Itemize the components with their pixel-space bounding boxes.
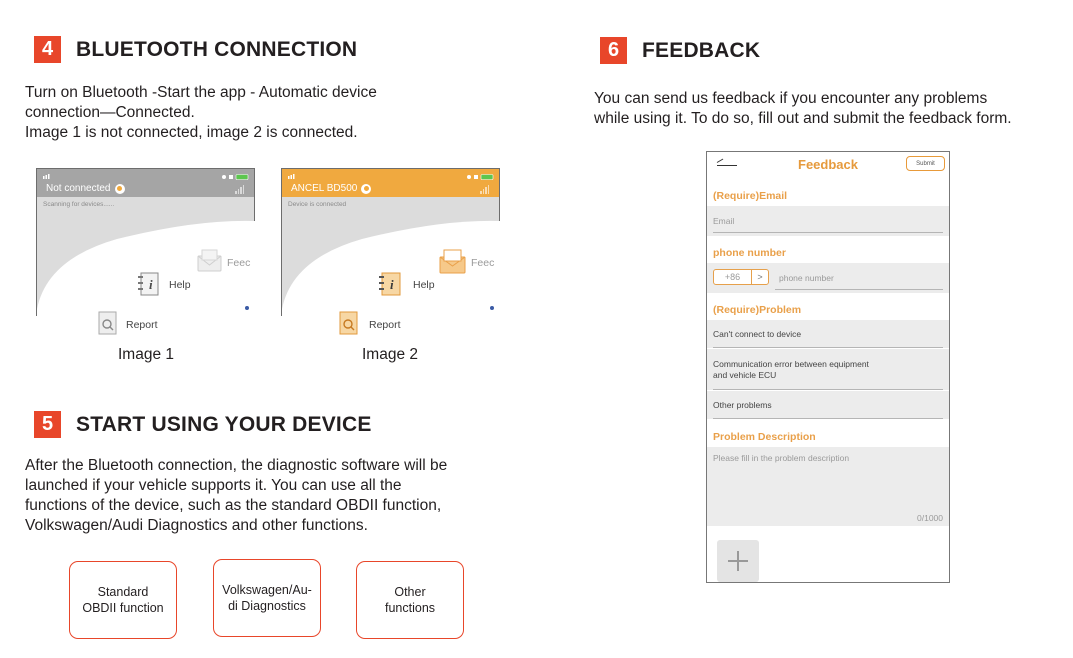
- section-4-text: [25, 83, 377, 143]
- report-label: Report: [126, 319, 158, 331]
- form-title: Feedback: [798, 157, 858, 172]
- section-number: 4: [34, 36, 61, 63]
- section-6-text: [594, 89, 1012, 129]
- status-text: Device is connected: [288, 201, 347, 208]
- problem-option[interactable]: Other problems: [707, 391, 949, 419]
- page-indicator-dot: [245, 306, 249, 310]
- email-placeholder: Email: [713, 216, 735, 226]
- phone-row: [707, 263, 949, 293]
- feedback-form-screenshot: [706, 151, 950, 583]
- problem-option[interactable]: Communication error between equipment and vehicle ECU: [707, 349, 949, 390]
- app-title: ANCEL BD500: [291, 183, 371, 194]
- section-title: START USING YOUR DEVICE: [76, 412, 372, 436]
- email-label: (Require)Email: [713, 190, 788, 202]
- status-text: Scanning for devices......: [43, 201, 115, 208]
- image-caption: Image 2: [361, 346, 418, 363]
- character-counter: 0/1000: [917, 513, 943, 523]
- signal-icon: [235, 185, 244, 194]
- feedback-label: Feec: [227, 257, 251, 269]
- function-box-vw-audi: Volkswagen/Au- di Diagnostics: [213, 559, 321, 637]
- help-label: Help: [169, 279, 191, 291]
- report-label: Report: [369, 319, 401, 331]
- problem-option[interactable]: Can't connect to device: [707, 320, 949, 348]
- image-caption: Image 1: [117, 346, 174, 363]
- function-box-obdii: Standard OBDII function: [69, 561, 177, 639]
- section-title: BLUETOOTH CONNECTION: [76, 37, 358, 61]
- text-line: connection—Connected.: [25, 104, 195, 121]
- feedback-label: Feec: [471, 257, 495, 269]
- signal-icon: [480, 185, 489, 194]
- add-image-plus-icon[interactable]: [717, 540, 759, 582]
- feedback-envelope-icon: [439, 249, 467, 275]
- report-icon: [97, 311, 119, 335]
- phone-label: phone number: [713, 247, 786, 259]
- function-box-other: Other functions: [356, 561, 464, 639]
- help-label: Help: [413, 279, 435, 291]
- page-indicator-dot: [490, 306, 494, 310]
- feedback-envelope-icon: [197, 249, 223, 273]
- form-header: [707, 152, 949, 181]
- text-line: Volkswagen/Audi Diagnostics and other functions.: [25, 517, 368, 534]
- description-label: Problem Description: [713, 431, 816, 443]
- help-book-icon: [379, 272, 403, 296]
- section-5-heading: [34, 411, 372, 438]
- chevron-right-icon: >: [757, 272, 763, 282]
- section-4-heading: [34, 36, 357, 63]
- section-5-text: [25, 456, 447, 536]
- svg-text:i: i: [149, 277, 153, 292]
- text-line: After the Bluetooth connection, the diagnostic software will be: [25, 457, 448, 474]
- bluetooth-dot-icon: [115, 184, 125, 194]
- report-icon: [338, 311, 360, 335]
- text-line: while using it. To do so, fill out and submit the feedback form.: [594, 110, 1012, 127]
- phone-screenshot-2: [281, 168, 500, 331]
- help-book-icon: [138, 272, 160, 296]
- email-field[interactable]: [707, 206, 949, 236]
- description-placeholder: Please fill in the problem description: [713, 453, 850, 463]
- text-line: You can send us feedback if you encounter any problems: [594, 90, 988, 107]
- text-line: launched if your vehicle supports it. You can use all the: [25, 477, 402, 494]
- country-code-selector[interactable]: +86 >: [713, 269, 769, 285]
- submit-button[interactable]: Submit: [906, 156, 945, 171]
- text-line: Turn on Bluetooth -Start the app - Automatic device: [25, 84, 377, 101]
- bluetooth-dot-icon: [361, 184, 371, 194]
- text-line: functions of the device, such as the standard OBDII function,: [25, 497, 442, 514]
- description-textarea[interactable]: [707, 447, 949, 526]
- phone-screenshot-1: [36, 168, 255, 331]
- section-6-heading: [600, 37, 760, 64]
- section-number: 5: [34, 411, 61, 438]
- phone-placeholder[interactable]: phone number: [779, 273, 834, 283]
- text-line: Image 1 is not connected, image 2 is connected.: [25, 124, 358, 141]
- status-bar: [282, 169, 499, 179]
- status-bar: [37, 169, 254, 179]
- svg-text:i: i: [390, 277, 394, 292]
- section-title: FEEDBACK: [642, 38, 761, 62]
- section-number: 6: [600, 37, 627, 64]
- problem-label: (Require)Problem: [713, 304, 802, 316]
- app-title: Not connected: [46, 183, 125, 194]
